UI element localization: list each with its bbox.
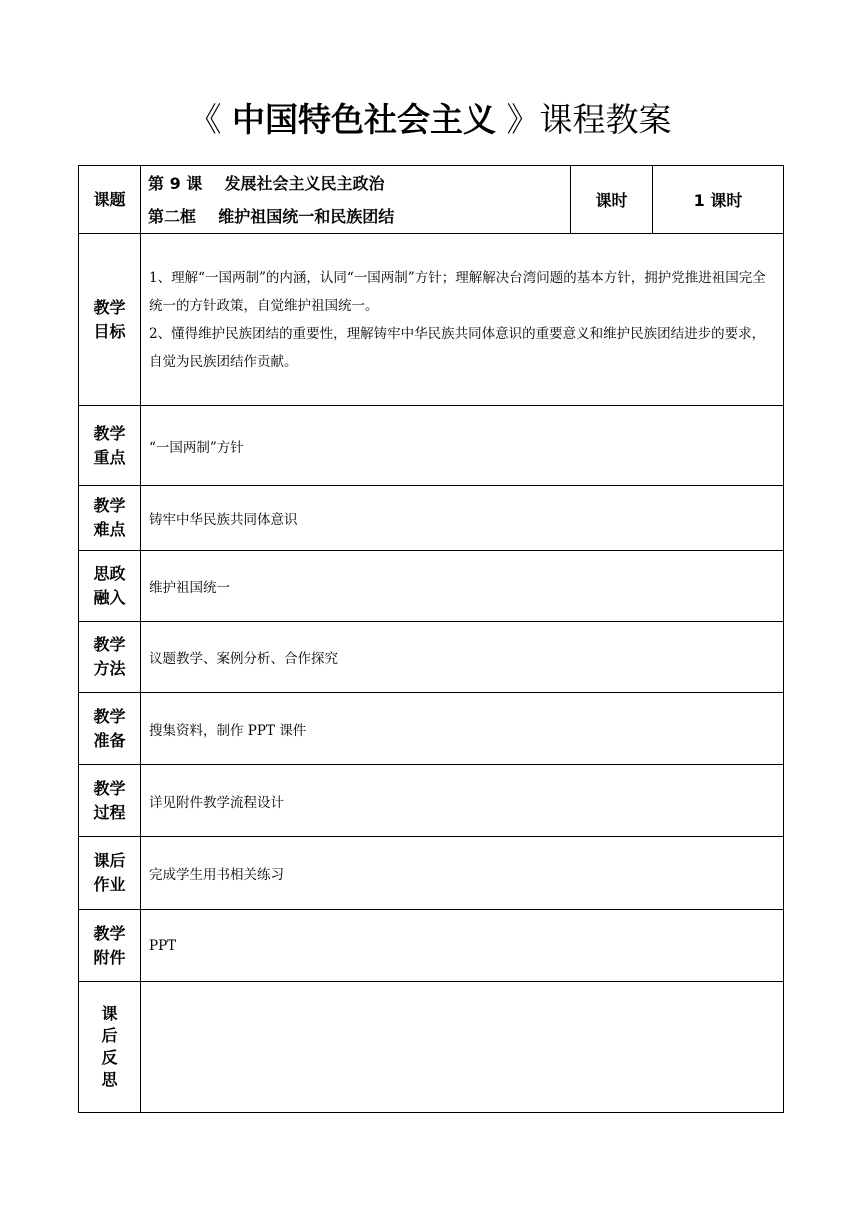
row-content: 维护祖国统一	[141, 551, 784, 622]
row-label: 教学 过程	[79, 765, 141, 837]
title-open-bracket: 《	[188, 100, 222, 139]
title-suffix: 》课程教案	[506, 100, 672, 139]
row-label: 教学 难点	[79, 486, 141, 551]
course-name: 中国特色社会主义	[232, 100, 496, 139]
row-label: 课 后 反 思	[79, 982, 141, 1113]
row-reflection	[79, 982, 784, 1113]
row-difficulty	[79, 486, 784, 551]
topic-label: 课题	[79, 166, 141, 234]
hours-value: 1 课时	[653, 166, 784, 234]
row-label: 教学 目标	[79, 234, 141, 406]
row-key-point	[79, 406, 784, 486]
row-content: 议题教学、案例分析、合作探究	[141, 622, 784, 693]
row-label: 教学 方法	[79, 622, 141, 693]
topic-content	[141, 166, 571, 234]
row-content	[141, 982, 784, 1113]
row-label: 课后 作业	[79, 837, 141, 910]
row-method	[79, 622, 784, 693]
document-title	[0, 96, 860, 144]
row-process	[79, 765, 784, 837]
objective-1: 1、理解“一国两制”的内涵，认同“一国两制”方针；理解解决台湾问题的基本方针，拥护党推进祖国完全统一的方针政策，自觉维护祖国统一。	[149, 269, 766, 314]
topic-line-1: 第 9 课 发展社会主义民主政治	[148, 173, 385, 193]
row-label: 教学 准备	[79, 693, 141, 765]
topic-row	[79, 166, 784, 234]
row-objectives	[79, 234, 784, 406]
row-attachment	[79, 910, 784, 982]
row-label: 教学 附件	[79, 910, 141, 982]
row-label: 思政 融入	[79, 551, 141, 622]
hours-label: 课时	[571, 166, 653, 234]
lesson-plan-table	[78, 165, 784, 1113]
row-content: 详见附件教学流程设计	[141, 765, 784, 837]
row-content: 完成学生用书相关练习	[141, 837, 784, 910]
row-homework	[79, 837, 784, 910]
objective-2: 2、懂得维护民族团结的重要性，理解铸牢中华民族共同体意识的重要意义和维护民族团结进步的要求，自觉为民族团结作贡献。	[149, 325, 766, 370]
row-ideology	[79, 551, 784, 622]
row-content: PPT	[141, 910, 784, 982]
row-content: 搜集资料，制作 PPT 课件	[141, 693, 784, 765]
topic-line-2: 第二框 维护祖国统一和民族团结	[148, 206, 395, 226]
row-content: 铸牢中华民族共同体意识	[141, 486, 784, 551]
row-preparation	[79, 693, 784, 765]
row-content: “一国两制”方针	[141, 406, 784, 486]
row-content	[141, 234, 784, 406]
row-label: 教学 重点	[79, 406, 141, 486]
